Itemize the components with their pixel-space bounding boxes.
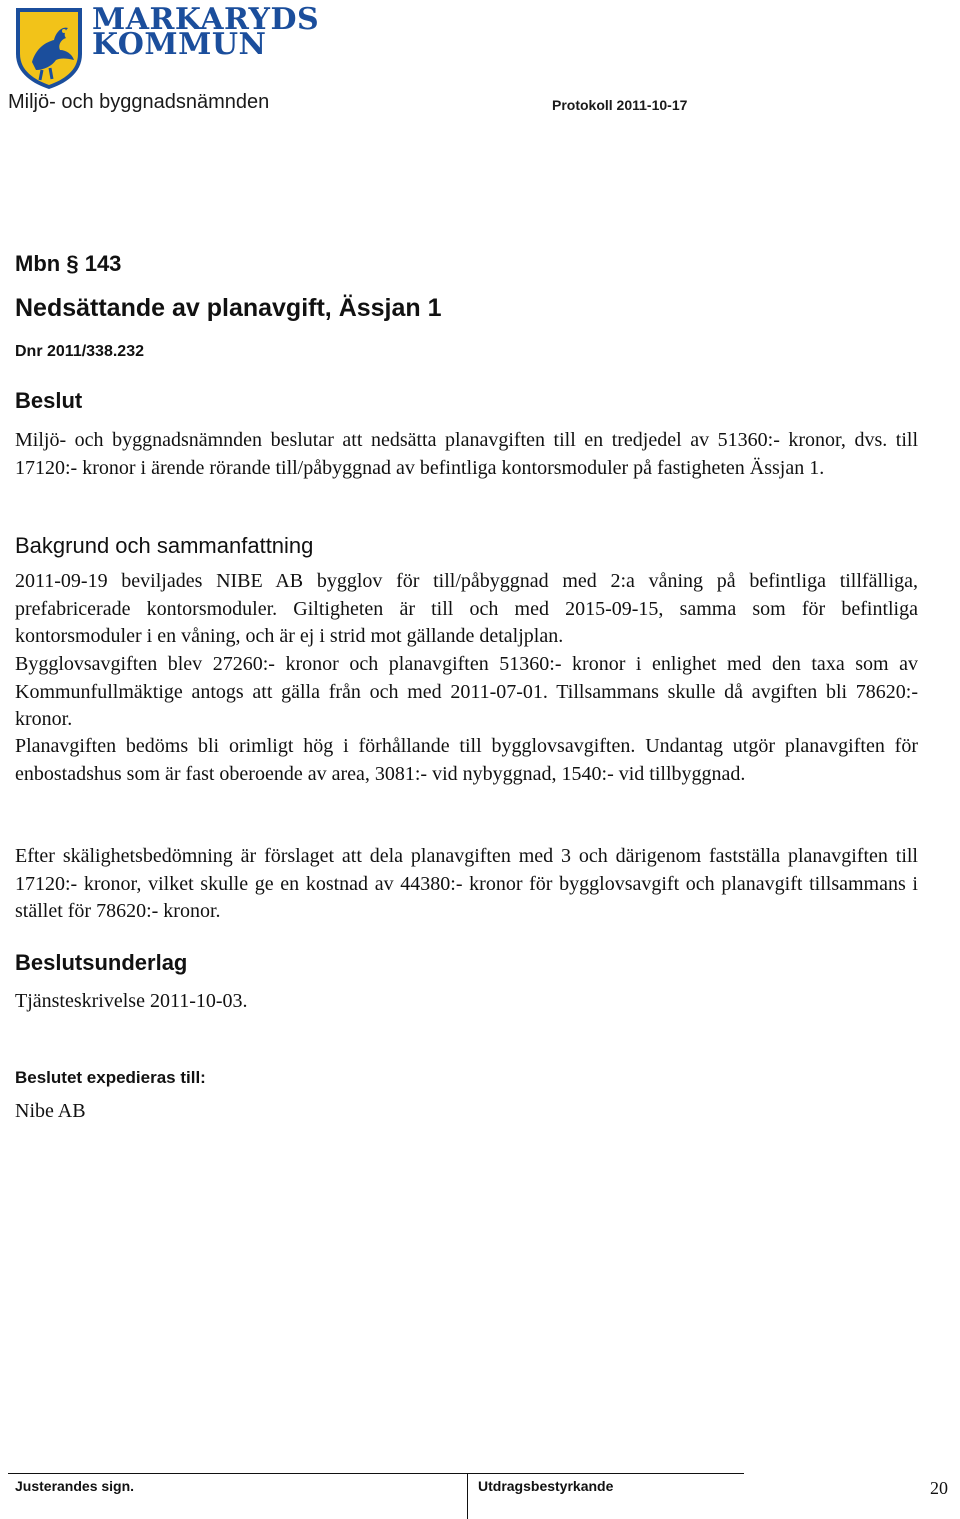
protocol-date: Protokoll 2011-10-17 xyxy=(552,97,688,113)
item-dnr: Dnr 2011/338.232 xyxy=(15,343,144,360)
footer-divider xyxy=(467,1473,468,1519)
section-number xyxy=(15,251,121,277)
heading-beslut: Beslut xyxy=(15,388,83,413)
committee-name: Miljö- och byggnadsnämnden xyxy=(8,91,270,113)
item-title: Nedsättande av planavgift, Ässjan 1 xyxy=(15,294,442,322)
footer-justerandes-sign: Justerandes sign. xyxy=(15,1478,135,1494)
heading-beslutsunderlag: Beslutsunderlag xyxy=(15,950,188,975)
footer-rule xyxy=(8,1473,744,1474)
bakgrund-paragraph-3: Planavgiften bedöms bli orimligt hög i förhållande till bygglovsavgiften. Undantag utgör planavgiften för enbostadshus som är fast oberoende av area, 3081:- vid nybyggnad, 1540:- vid tillbyggnad. xyxy=(15,735,918,785)
footer-utdragsbestyrkande: Utdragsbestyrkande xyxy=(478,1478,614,1494)
section-prefix: Mbn xyxy=(15,251,61,276)
beslut-text: Miljö- och byggnadsnämnden beslutar att nedsätta planavgiften till en tredjedel av 51360:- kronor, dvs. till 17120:- kronor i ärende rörande till/påbyggnad av befintliga kontorsmoduler på fastigheten Ässjan 1. xyxy=(15,429,918,479)
section-symbol: § xyxy=(66,251,79,276)
bakgrund-paragraph-4: Efter skälighetsbedömning är förslaget att dela planavgiften med 3 och därigenom fastställa planavgiften till 17120:- kronor, vilket skulle ge en kostnad av 44380:- kronor för bygglovsavgift och planavgift tillsammans i stället för 78620:- kronor. xyxy=(15,845,918,922)
municipality-crest-icon xyxy=(12,4,86,90)
bakgrund-paragraph-1: 2011-09-19 beviljades NIBE AB bygglov för till/påbyggnad med 2:a våning på befintliga tillfälliga, prefabricerade kontorsmoduler. Giltigheten är till och med 2015-09-15, samma som för befintliga kontorsmoduler i en våning, och är ej i strid mot gällande detaljplan. xyxy=(15,570,918,647)
heading-bakgrund: Bakgrund och sammanfattning xyxy=(15,533,314,558)
expedieras-recipient: Nibe AB xyxy=(15,1100,86,1122)
logo-title-line2: KOMMUN xyxy=(92,27,267,62)
heading-expedieras: Beslutet expedieras till: xyxy=(15,1068,206,1087)
page-number: 20 xyxy=(930,1478,948,1498)
beslutsunderlag-text: Tjänsteskrivelse 2011-10-03. xyxy=(15,990,248,1012)
logo-title-line1: MARKARYDS xyxy=(92,2,320,37)
section-number-value: 143 xyxy=(84,251,122,276)
bakgrund-paragraph-2: Bygglovsavgiften blev 27260:- kronor och planavgiften 51360:- kronor i enlighet med den taxa som av Kommunfullmäktige antogs att gälla från och med 2011-07-01. Tillsammans skulle då avgiften bli 78620:- kronor. xyxy=(15,653,918,730)
